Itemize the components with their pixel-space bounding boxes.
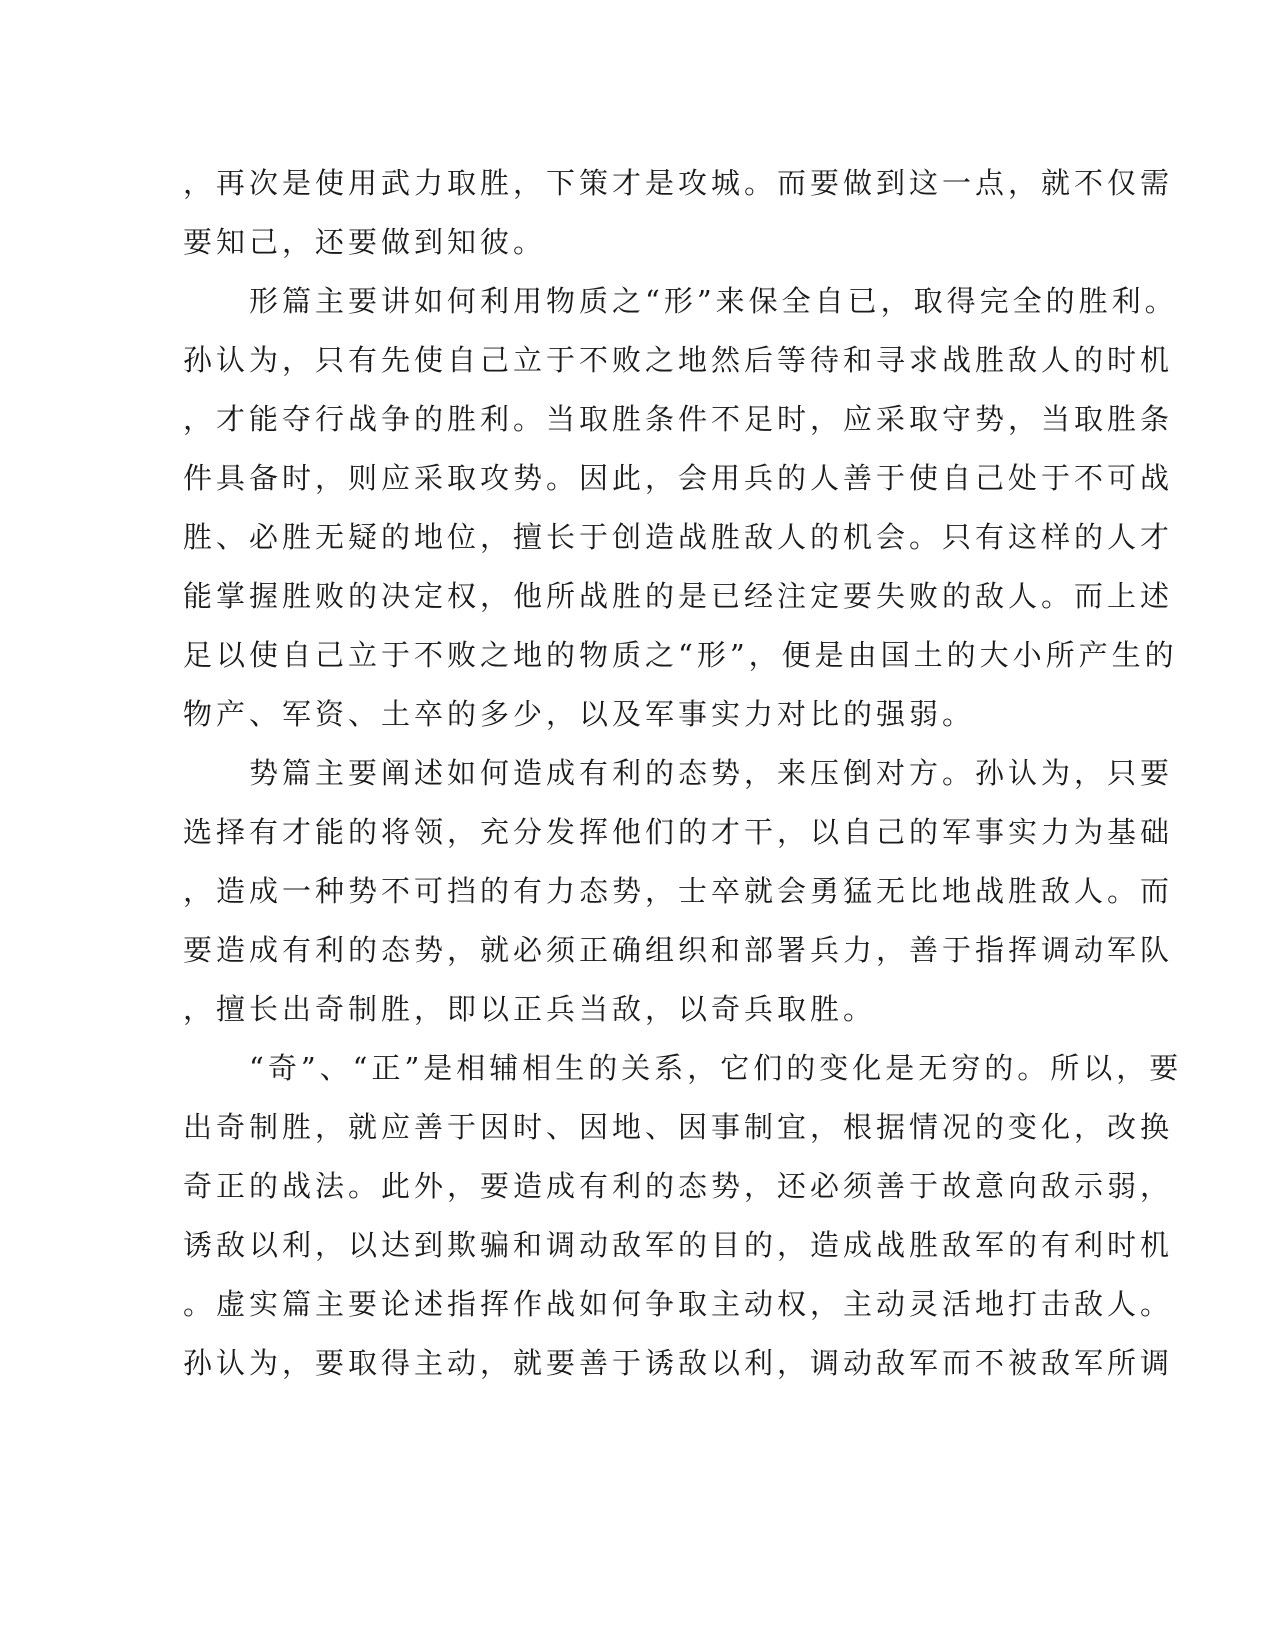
text-line: ，再次是使用武力取胜，下策才是攻城。而要做到这一点，就不仅需 (183, 166, 1174, 200)
text-line: 形篇主要讲如何利用物质之“形”来保全自已，取得完全的胜利。 (249, 284, 1178, 318)
text-line: 诱敌以利，以达到欺骗和调动敌军的目的，造成战胜敌军的有利时机 (183, 1228, 1174, 1262)
text-line: “奇”、“正”是相辅相生的关系，它们的变化是无穷的。所以，要 (249, 1051, 1183, 1085)
text-line: 选择有才能的将领，充分发挥他们的才干，以自己的军事实力为基础 (183, 815, 1174, 849)
document-body (183, 154, 1183, 1393)
text-line: 势篇主要阐述如何造成有利的态势，来压倒对方。孙认为，只要 (249, 756, 1174, 790)
text-line: 。虚实篇主要论述指挥作战如何争取主动权，主动灵活地打击敌人。 (183, 1287, 1174, 1321)
text-line: ，才能夺行战争的胜利。当取胜条件不足时，应采取守势，当取胜条 (183, 402, 1174, 436)
text-line: 要知己，还要做到知彼。 (183, 225, 547, 259)
text-line: 出奇制胜，就应善于因时、因地、因事制宜，根据情况的变化，改换 (183, 1110, 1174, 1144)
text-line: 胜、必胜无疑的地位，擅长于创造战胜敌人的机会。只有这样的人才 (183, 520, 1174, 554)
text-line: 物产、军资、土卒的多少，以及军事实力对比的强弱。 (183, 697, 976, 731)
text-line: 奇正的战法。此外，要造成有利的态势，还必须善于故意向敌示弱， (183, 1169, 1174, 1203)
text-line: 能掌握胜败的决定权，他所战胜的是已经注定要失败的敌人。而上述 (183, 579, 1174, 613)
text-line: 孙认为，只有先使自己立于不败之地然后等待和寻求战胜敌人的时机 (183, 343, 1174, 377)
text-line: 孙认为，要取得主动，就要善于诱敌以利，调动敌军而不被敌军所调 (183, 1346, 1174, 1380)
text-line: ，擅长出奇制胜，即以正兵当敌，以奇兵取胜。 (183, 992, 877, 1026)
text-line: ，造成一种势不可挡的有力态势，士卒就会勇猛无比地战胜敌人。而 (183, 874, 1174, 908)
text-line: 要造成有利的态势，就必须正确组织和部署兵力，善于指挥调动军队 (183, 933, 1174, 967)
text-line: 足以使自己立于不败之地的物质之“形”，便是由国土的大小所产生的 (183, 638, 1178, 672)
text-line: 件具备时，则应采取攻势。因此，会用兵的人善于使自己处于不可战 (183, 461, 1174, 495)
